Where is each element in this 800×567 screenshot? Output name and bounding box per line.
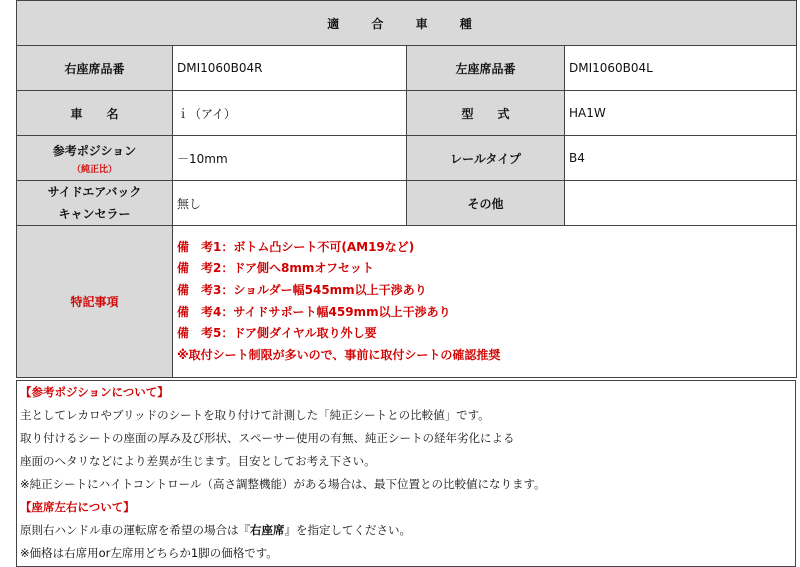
note-item: 備 考5：ドア側ダイヤル取り外し要 <box>177 326 377 341</box>
left-seat-value: DMI1060B04L <box>565 46 797 91</box>
right-seat-value: DMI1060B04R <box>173 46 407 91</box>
explanation-line: 座面のヘタリなどにより差異が生じます。目安としてお考え下さい。 <box>20 454 376 468</box>
airbag-label-cell <box>17 181 173 226</box>
notes-row <box>17 226 797 378</box>
left-seat-label: 左座席品番 <box>407 46 565 91</box>
explanation-line: ※純正シートにハイトコントロール（高さ調整機能）がある場合は、最下位置との比較値になります。 <box>20 477 546 491</box>
notes-label: 特記事項 <box>17 226 173 378</box>
other-value <box>565 181 797 226</box>
note-item: 備 考2：ドア側へ8mmオフセット <box>177 261 374 276</box>
airbag-value: 無し <box>173 181 407 226</box>
ref-position-sub: （純正比） <box>71 164 117 175</box>
position-row <box>17 136 797 181</box>
ref-position-label: 参考ポジション <box>52 143 137 158</box>
ref-position-value: －10mm <box>173 136 407 181</box>
right-seat-label: 右座席品番 <box>17 46 173 91</box>
spec-table <box>16 0 797 378</box>
note-item: ※取付シート制限が多いので、事前に取付シートの確認推奨 <box>177 347 501 362</box>
rail-type-label: レールタイプ <box>407 136 565 181</box>
explanation-line: 取り付けるシートの座面の厚み及び形状、スペーサー使用の有無、純正シートの経年劣化による <box>20 431 515 445</box>
airbag-label-line1: サイドエアバック <box>47 185 142 199</box>
line5-before: 原則右ハンドル車の運転席を希望の場合は『 <box>20 523 250 537</box>
airbag-row <box>17 181 797 226</box>
rail-type-value: B4 <box>565 136 797 181</box>
model-label: 型 式 <box>407 91 565 136</box>
explanation-line: ※価格は右席用or左席用どちらか1脚の価格です。 <box>20 546 278 560</box>
seat-side-heading: 【座席左右について】 <box>20 500 135 514</box>
note-item: 備 考1：ボトム凸シート不可(AM19など) <box>177 239 415 254</box>
car-name-value: ｉ（アイ） <box>173 91 407 136</box>
airbag-label-line2: キャンセラー <box>58 207 131 221</box>
ref-position-cell <box>17 136 173 181</box>
table-title: 適 合 車 種 <box>17 1 797 46</box>
note-item: 備 考4：サイドサポート幅459mm以上干渉あり <box>177 304 451 319</box>
line5-after: 』を指定してください。 <box>284 523 411 537</box>
other-label: その他 <box>407 181 565 226</box>
fitment-sheet <box>16 0 796 567</box>
explanation-line: 主としてレカロやブリッドのシートを取り付けて計測した「純正シートとの比較値」です。 <box>20 408 490 422</box>
note-item: 備 考3：ショルダー幅545mm以上干渉あり <box>177 282 427 297</box>
model-value: HA1W <box>565 91 797 136</box>
ref-position-heading: 【参考ポジションについて】 <box>20 385 169 399</box>
right-seat-emphasis: 右座席 <box>250 523 285 537</box>
notes-cell <box>173 226 797 378</box>
car-row <box>17 91 797 136</box>
car-name-label: 車 名 <box>17 91 173 136</box>
seat-number-row <box>17 46 797 91</box>
explanation-line <box>17 519 795 542</box>
title-row <box>17 1 797 46</box>
explanation-box <box>16 380 796 567</box>
